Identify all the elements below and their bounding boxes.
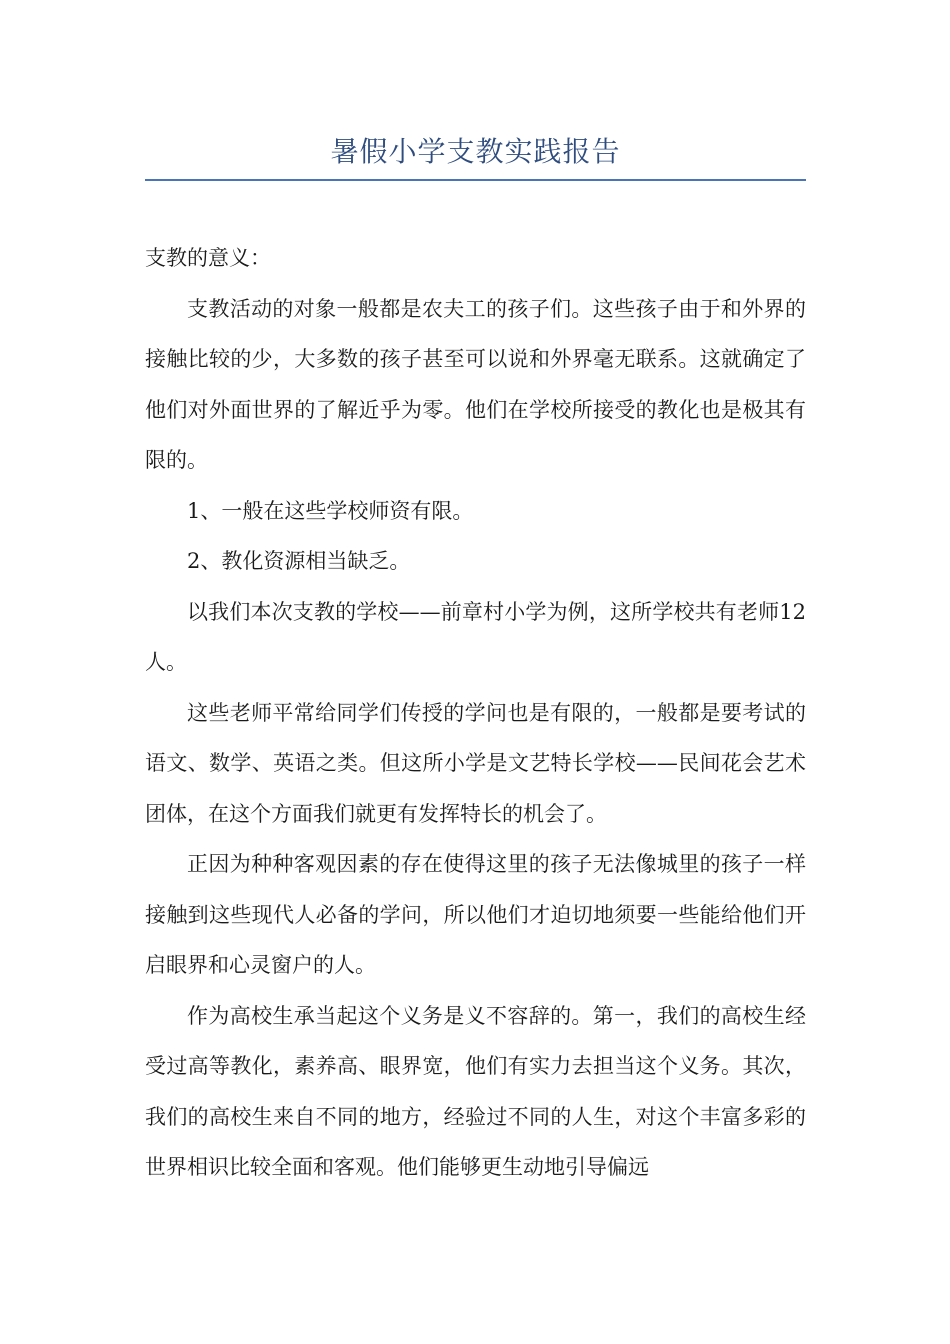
paragraph: 这些老师平常给同学们传授的学问也是有限的，一般都是要考试的语文、数学、英语之类。但这所小学是文艺特长学校——民间花会艺术团体，在这个方面我们就更有发挥特长的机会了。 [145, 700, 806, 826]
paragraph: 以我们本次支教的学校——前章村小学为例，这所学校共有老师12人。 [145, 599, 806, 674]
paragraph: 1、一般在这些学校师资有限。 [187, 498, 474, 523]
paragraph: 2、教化资源相当缺乏。 [187, 549, 411, 573]
document-title: 暑假小学支教实践报告 [330, 135, 621, 168]
paragraph: 作为高校生承当起这个义务是义不容辞的。第一，我们的高校生经受过高等教化，素养高、眼界宽，他们有实力去担当这个义务。其次，我们的高校生来自不同的地方，经验过不同的人生，对这个丰富多彩的世界相识比较全面和客观。他们能够更生动地引导偏远 [145, 1003, 806, 1179]
paragraph: 支教的意义： [145, 246, 271, 270]
document-body [145, 233, 806, 1193]
title-underline [145, 179, 806, 181]
paragraph: 支教活动的对象一般都是农夫工的孩子们。这些孩子由于和外界的接触比较的少，大多数的孩子甚至可以说和外界毫无联系。这就确定了他们对外面世界的了解近乎为零。他们在学校所接受的教化也是极其有限的。 [145, 296, 806, 472]
paragraph: 正因为种种客观因素的存在使得这里的孩子无法像城里的孩子一样接触到这些现代人必备的学问，所以他们才迫切地须要一些能给他们开启眼界和心灵窗户的人。 [145, 852, 806, 977]
